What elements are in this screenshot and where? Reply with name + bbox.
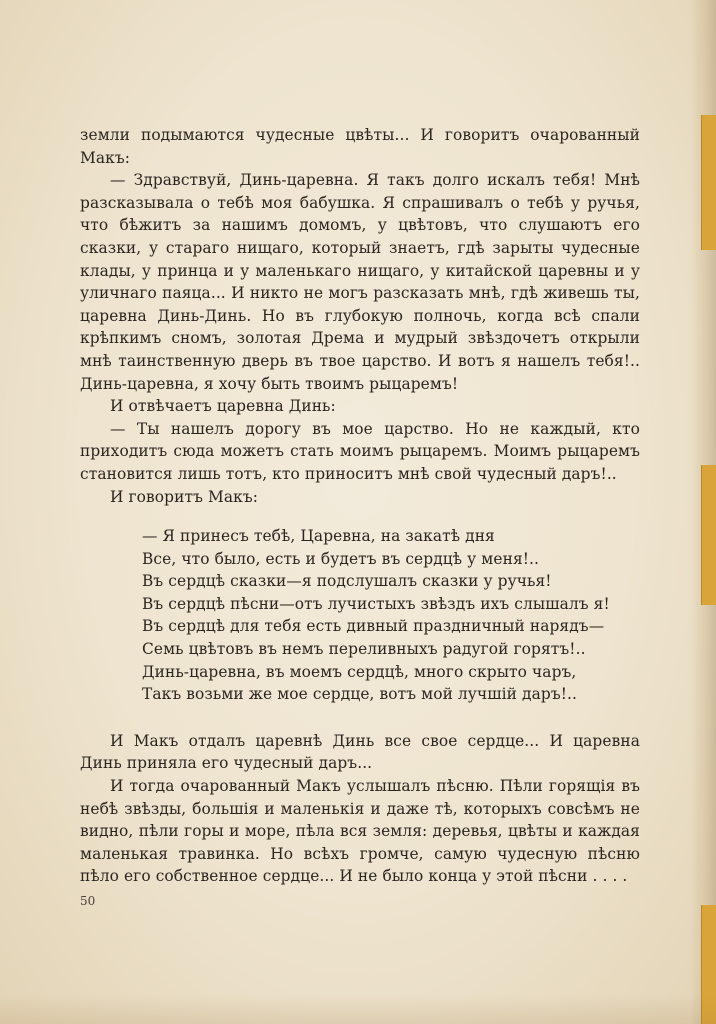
poem-line: Въ сердцѣ сказки—я подслушалъ сказки у ручья! xyxy=(142,572,552,591)
poem-line: Такъ возьми же мое сердце, вотъ мой лучшій даръ!.. xyxy=(142,685,577,704)
paragraph: И Макъ отдалъ царевнѣ Динь все свое сердце... И царевна Динь приняла его чудесный даръ... xyxy=(80,731,640,773)
paragraph: — Здравствуй, Динь-царевна. Я такъ долго искалъ тебя! Мнѣ разсказывала о тебѣ моя бабушка. Я спрашивалъ о тебѣ у ручья, что бѣжитъ за нашимъ домомъ, у цвѣтовъ, что слушаютъ его сказки, у стараго нищаго, который знаетъ, гдѣ зарыты чудесные клады, у принца и у маленькаго нищаго, у китайской царевны и у уличнаго паяца... И никто не могъ разсказать мнѣ, гдѣ живешь ты, царевна Динь-Динь. Но въ глубокую полночь, когда всѣ спали крѣпкимъ сномъ, золотая Дрема и мудрый звѣздочетъ открыли мнѣ таинственную дверь въ твое царство. И вотъ я нашелъ тебя!.. Динь-царевна, я хочу быть твоимъ рыцаремъ! xyxy=(80,171,640,393)
poem-line: — Я принесъ тебѣ, Царевна, на закатѣ дня xyxy=(142,527,495,546)
poem xyxy=(142,525,640,706)
paragraph: И отвѣчаетъ царевна Динь: xyxy=(110,397,336,416)
paper-tab-mark xyxy=(701,465,716,605)
paragraph: — Ты нашелъ дорогу въ мое царство. Но не каждый, кто приходитъ сюда можетъ стать моимъ рыцаремъ. Моимъ рыцаремъ становится лишь тотъ, кто приноситъ мнѣ свой чудесный даръ!.. xyxy=(80,419,640,483)
page-bottom-shadow xyxy=(0,994,716,1024)
paragraph: И тогда очарованный Макъ услышалъ пѣсню. Пѣли горящія въ небѣ звѣзды, большія и маленькія и даже тѣ, которыхъ совсѣмъ не видно, пѣли горы и море, пѣла вся земля: деревья, цвѣты и каждая маленькая травинка. Но всѣхъ громче, самую чудесную пѣсню пѣло его собственное сердце... И не было конца у этой пѣсни . . . . xyxy=(80,777,640,886)
poem-line: Семь цвѣтовъ въ немъ переливныхъ радугой горятъ!.. xyxy=(142,640,586,659)
page-number: 50 xyxy=(80,894,96,908)
poem-line: Динь-царевна, въ моемъ сердцѣ, много скрыто чаръ, xyxy=(142,662,577,681)
poem-line: Въ сердцѣ для тебя есть дивный праздничный нарядъ— xyxy=(142,617,605,636)
paragraph: И говоритъ Макъ: xyxy=(110,487,259,506)
paper-tab-mark xyxy=(701,115,716,250)
poem-line: Все, что было, есть и будетъ въ сердцѣ у меня!.. xyxy=(142,549,540,568)
poem-line: Въ сердцѣ пѣсни—отъ лучистыхъ звѣздъ ихъ слышалъ я! xyxy=(142,594,610,613)
page-text xyxy=(80,124,640,888)
paragraph: земли подымаются чудесные цвѣты... И говоритъ очарованный Макъ: xyxy=(80,126,640,167)
